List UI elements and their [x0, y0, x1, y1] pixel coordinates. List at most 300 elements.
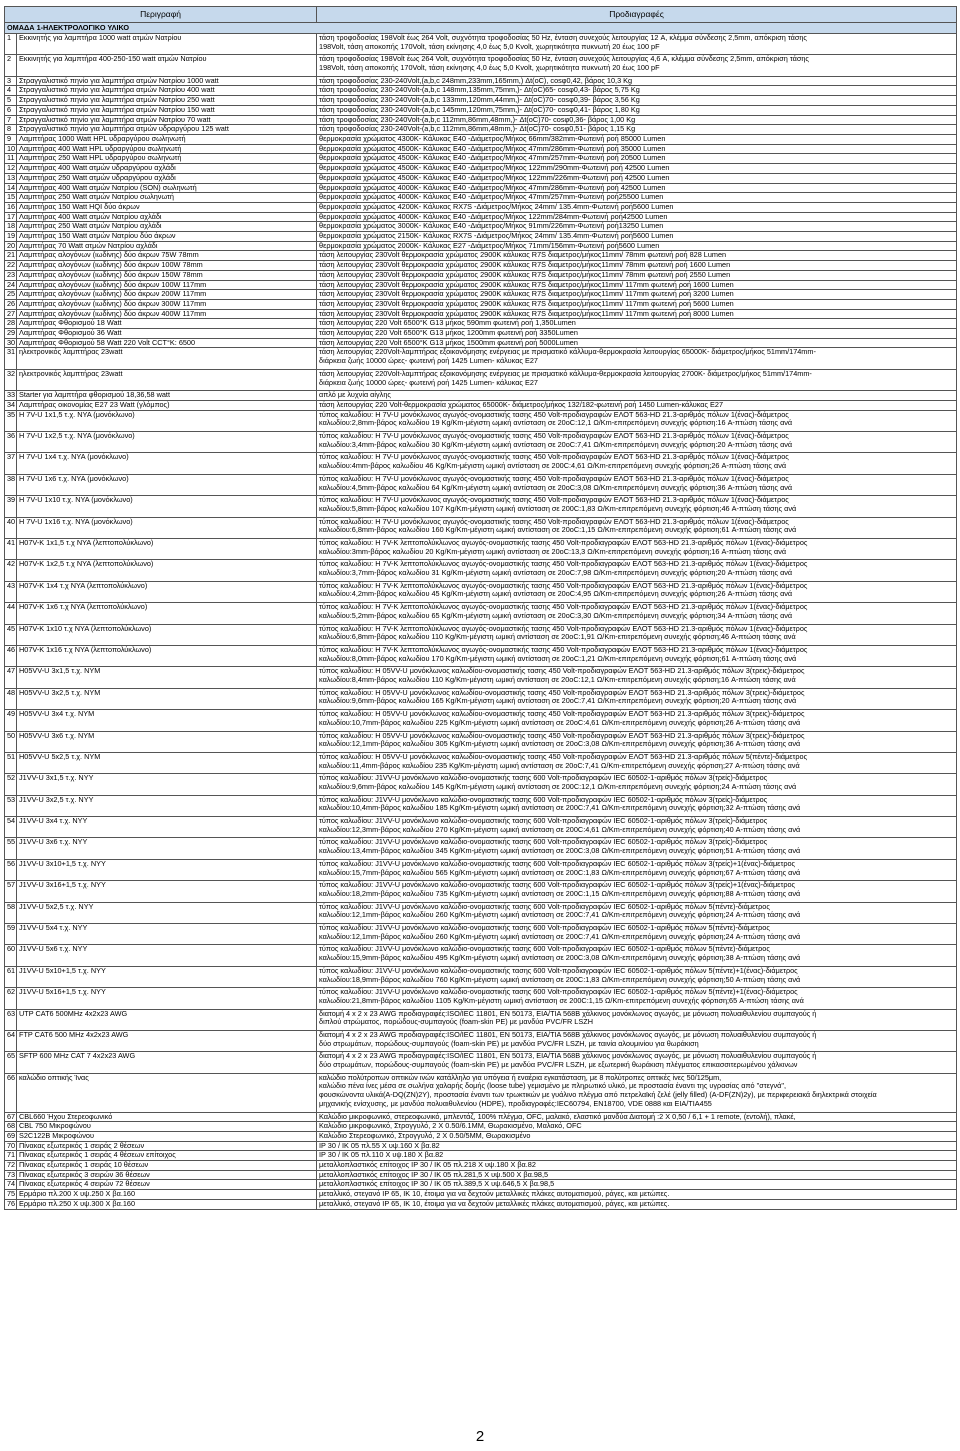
row-number: 6 [5, 105, 17, 115]
row-number: 19 [5, 232, 17, 242]
row-description: J1VV-U 5x10+1,5 τ.χ. NYY [17, 966, 317, 987]
row-specification [317, 1190, 957, 1200]
row-number: 69 [5, 1131, 17, 1141]
table-row [5, 453, 957, 474]
spec-line: καλωδίου:3,4mm-βάρος καλωδίου 30 Kg/Km-μέγιστη ωμική αντίσταση σε 20oC:7,41 Ω/Km-επιτρεπόμενη συνεχής φόρτιση:20 A-πτώση τάσης ανά [319, 439, 793, 449]
row-number: 56 [5, 859, 17, 880]
row-number: 12 [5, 164, 17, 174]
table-row [5, 212, 957, 222]
header-row [5, 7, 957, 23]
row-specification [317, 96, 957, 106]
row-description: J1VV-U 3x6 τ.χ. NYY [17, 838, 317, 859]
spec-line: διπλού στρώματος, πορώδους-συμπαγούς (foam-skin PE) με μανδύα PVC/FR LSZH [319, 1017, 593, 1027]
spec-line: τάση λειτουργίας 220Volt-λαμπτήρας εξοικονόμησης ενέργειας με πρισματικό κάλλυμα-θερμοκρασία λειτουργίας 2700K- διάμετρος/μήκος 51mm/174mm- [319, 369, 812, 378]
row-description: Λαμπτήρας 150 Watt HQI δύο άκρων [17, 202, 317, 212]
row-specification [317, 1199, 957, 1209]
row-description: S2C122B Μικροφώνου [17, 1131, 317, 1141]
spec-line: τύπος καλωδίου: H 7V-U μονόκλωνος αγωγός-ονομαστικής τασης 450 Volt-προδιαγραφών ΕΛΟΤ 563-HD 21.3-αριθμός πόλων 1(ένας)-διάμετρος [319, 452, 789, 462]
table-row [5, 125, 957, 135]
spec-line: 198Volt, τάση αποκοπής 170Volt, τάση εκίνησης 4,0 έως 5,0 Kvolt, χωρητικότητα πυκνωτή 20 έως 100 pF [319, 63, 660, 73]
row-specification [317, 34, 957, 55]
row-description: Λαμπτήρας αλογόνων (ιωδίνης) δύο άκρων 400W 117mm [17, 309, 317, 319]
spec-line: IP 30 / IK 05 πλ.110 X υψ.180 X βα.82 [319, 1150, 444, 1160]
row-number: 76 [5, 1199, 17, 1209]
row-description: Λαμπτήρας αλογόνων (ιωδίνης) δύο άκρων 300W 117mm [17, 299, 317, 309]
table-row [5, 299, 957, 309]
table-row [5, 1161, 957, 1171]
row-description: Λαμπτήρας αλογόνων (ιωδίνης) δύο άκρων 150W 78mm [17, 270, 317, 280]
row-number: 43 [5, 581, 17, 602]
row-number: 48 [5, 688, 17, 709]
row-number: 72 [5, 1161, 17, 1171]
spec-line: τύπος καλωδίου: H 05VV-U μονόκλωνος καλωδίου-ονομαστικής τασης 450 Volt-προδιαγραφών ΕΛΟΤ 563-HD 21.3-αριθμός πόλων 3(τρεις)-διάμετρος [319, 709, 805, 719]
row-number: 27 [5, 309, 17, 319]
row-specification [317, 280, 957, 290]
row-specification [317, 261, 957, 271]
spec-line: τύπος καλωδίου: H 7V-K λεπτοπολύκλωνος αγωγός-ονομαστικής τασης 450 Volt-προδιαγραφών ΕΛΟΤ 563-HD 21.3-αριθμός πόλων 1(ένας)-διάμετρος [319, 624, 808, 633]
spec-line: τάση τροφοδοσίας 230-240Volt-(a,b,c 112mm,86mm,48mm,)- Δt(oC)70- cosφ0,36- βάρος 1,00 Kg [319, 115, 636, 124]
table-row [5, 241, 957, 251]
row-number: 23 [5, 270, 17, 280]
row-specification [317, 432, 957, 453]
table-row [5, 232, 957, 242]
row-specification [317, 144, 957, 154]
row-description: ηλεκτρονικός λαμπτήρας 23watt [17, 348, 317, 369]
spec-line: τάση λειτουργίας 230Volt θερμοκρασία χρώματος 2900K κάλυκας R7S διαμετρος/μήκος11mm/ 78mm φωτεινή ροή 2550 Lumen [319, 270, 731, 279]
row-specification [317, 125, 957, 135]
spec-line: τάση λειτουργίας 230Volt θερμοκρασία χρώματος 2900K κάλυκας R7S διαμετρος/μήκος11mm/ 78mm φωτεινή ροή 1600 Lumen [319, 260, 731, 270]
row-description: Λαμπτήρας 400 Watt ατμών Νατρίου (SON) σωληνωτή [17, 183, 317, 193]
row-number: 9 [5, 135, 17, 145]
spec-line: τάση τροφοδοσίας 230-240Volt-(a,b,c 133mm,120mm,44mm,)- Δt(oC)70- cosφ0,39- βάρος 3,56 Kg [319, 95, 640, 105]
spec-line: τύπος καλωδίου: H 05VV-U μονόκλωνος καλωδίου-ονομαστικής τασης 450 Volt-προδιαγραφών ΕΛΟΤ 563-HD 21.3-αριθμός πόλων 3(τρεις)-διάμετρος [319, 731, 805, 740]
row-number: 67 [5, 1112, 17, 1122]
table-row [5, 319, 957, 329]
table-row [5, 902, 957, 923]
table-row [5, 688, 957, 709]
spec-line: καλωδίου:3mm-βάρος καλωδίου 20 Kg/Km-μέγιστη ωμική αντίσταση σε 20oC:13,3 Ω/Km-επιτρεπόμενη συνεχής φόρτιση;16 A-πτώση τάσης ανά [319, 546, 787, 556]
row-number: 62 [5, 988, 17, 1009]
table-row [5, 34, 957, 55]
row-description: CBL 750 Μικροφώνου [17, 1122, 317, 1132]
row-number: 3 [5, 76, 17, 86]
table-row [5, 261, 957, 271]
spec-line: τύπος καλωδίου: J1VV-U μονόκλωνο καλώδιο-ονομαστικής τασης 600 Volt-προδιαγραφών IEC 60502-1-αριθμός πόλων 5(πέντε)+1(ένας)-διάμετρος [319, 966, 798, 975]
spec-line: τύπος καλωδίου: H 7V-U μονόκλωνος αγωγός-ονομαστικής τασης 450 Volt-προδιαγραφών ΕΛΟΤ 563-HD 21.3-αριθμός πόλων 1(ένας)-διάμετρος [319, 517, 789, 526]
table-body [5, 34, 957, 1210]
row-description: Λαμπτήρας 1000 Watt HPL υδραργύρου σωληνωτή [17, 135, 317, 145]
row-description: Η 7V-U 1x1,5 τ.χ. NYA (μονόκλωνο) [17, 410, 317, 431]
table-row [5, 817, 957, 838]
row-number: 70 [5, 1141, 17, 1151]
row-number: 24 [5, 280, 17, 290]
row-number: 35 [5, 410, 17, 431]
row-number: 22 [5, 261, 17, 271]
spec-line: 198Volt, τάση αποκοπής 170Volt, τάση εκίνησης 4,0 έως 5,0 Kvolt, χωρητικότητα πυκνωτή 20 έως 100 pF [319, 41, 660, 51]
row-specification [317, 1122, 957, 1132]
spec-line: διάρκεια ζωής 10000 ώρες- φωτεινή ροή 1425 Lumen- κάλυκας E27 [319, 377, 538, 387]
spec-line: καλώδιο πένα ίνες μέσα σε σωλήνα χαλαρής δομής (loose tube) γεμισμένο με πληρωτικό υλικό, με προστασία έναντι της υγρασίας από "στεγνά", [319, 1081, 786, 1091]
table-row [5, 144, 957, 154]
row-description: J1VV-U 3x2,5 τ.χ. NYY [17, 795, 317, 816]
row-description: Ερμάριο πλ.200 X υψ.250 X βα.160 [17, 1190, 317, 1200]
spec-line: μηχανικής ενίσχυσης, με μανδύα πολυαιθυλενίου (HDPE), προδιαγραφές:IEC60794, EN18700, VDE 0888 και EIA/TIA455 [319, 1098, 712, 1108]
spec-line: καλωδίου:5,8mm-βάρος καλωδίου 107 Kg/Km-μέγιστη ωμική αντίσταση σε 200C:1,83 Ω/Km-επιτρεπόμενη συνεχής φόρτιση;46 A-πτώση τάσης ανά [319, 503, 797, 513]
row-number: 37 [5, 453, 17, 474]
table-row [5, 1030, 957, 1051]
table-row [5, 966, 957, 987]
table-row [5, 193, 957, 203]
spec-line: θερμοκρασία χρώματος 4500K- Κάλυκας E40 -Διάμετρος/Μήκος 47mm/257mm-Φωτεινή ροή 20500 Lumen [319, 153, 666, 163]
row-description: Η 7V-U 1x2,5 τ.χ. NYA (μονόκλωνο) [17, 432, 317, 453]
spec-line: μεταλλικό, στεγανό IP 65, IK 10, έτοιμα για να δεχτούν μεταλλικές πλάκες αυτοματισμού, ράγες, και μετώπες. [319, 1189, 670, 1199]
spec-line: θερμοκρασία χρώματος 4300K- Κάλυκας E40 -Διάμετρος/Μήκος 66mm/382mm-Φωτεινή ροή 85000 Lumen [319, 134, 666, 143]
row-number: 26 [5, 299, 17, 309]
spec-line: καλωδίου:13,4mm-βάρος καλωδίου 345 Kg/Km-μέγιστη ωμική αντίσταση σε 200C:3,08 Ω/Km-επιτρεπόμενη συνεχής φόρτιση;51 A-πτώση τάσης ανά [319, 846, 801, 856]
table-row [5, 391, 957, 401]
row-specification [317, 988, 957, 1009]
row-number: 33 [5, 391, 17, 401]
table-row [5, 251, 957, 261]
spec-line: καλωδίου:6,8mm-βάρος καλωδίου 110 Kg/Km-μέγιστη ωμική αντίσταση σε 20oC:1,91 Ω/Km-επιτρεπόμενη συνεχής φόρτιση;46 A-πτώση τάσης ανά [319, 632, 796, 642]
table-row [5, 924, 957, 945]
row-specification [317, 517, 957, 538]
row-number: 38 [5, 474, 17, 495]
row-specification [317, 183, 957, 193]
row-specification [317, 859, 957, 880]
spec-line: θερμοκρασία χρώματος 4500K- Κάλυκας E40 -Διάμετρος/Μήκος 122mm/226mm-Φωτεινή ροή 42500 Lumen [319, 173, 670, 182]
spec-line: θερμοκρασία χρώματος 3000K- Κάλυκας E40 -Διάμετρος/Μήκος 91mm/226mm-Φωτεινή ροή13250 Lumen [319, 221, 664, 231]
row-specification [317, 624, 957, 645]
spec-line: τύπος καλωδίου: J1VV-U μονόκλωνο καλώδιο-ονομαστικής τασης 600 Volt-προδιαγραφών IEC 60502-1-αριθμός πόλων 3(τρείς)-διάμετρος [319, 773, 768, 783]
row-number: 16 [5, 202, 17, 212]
row-description: J1VV-U 5x4 τ.χ. NYY [17, 924, 317, 945]
row-specification [317, 1112, 957, 1122]
row-specification [317, 688, 957, 709]
spec-line: τύπος καλωδίου: H 7V-U μονόκλωνος αγωγός-ονομαστικής τασης 450 Volt-προδιαγραφών ΕΛΟΤ 563-HD 21.3-αριθμός πόλων 1(ένας)-διάμετρος [319, 431, 789, 441]
spec-line: καλωδίου:12,1mm-βάρος καλωδίου 260 Kg/Km-μέγιστη ωμική αντίσταση σε 200C:7,41 Ω/Km-επιτρεπόμενη συνεχής φόρτιση;24 A-πτώση τάσης ανά [319, 931, 801, 941]
spec-line: καλώδιο πολύτροπων οπτικών ινών κατάλληλο για υπόγεια ή εναέρια εγκατάσταση, με 8 πολύτροπες οπτικές ίνες 50/125μm, [319, 1073, 722, 1082]
row-specification [317, 222, 957, 232]
row-description: J1VV-U 5x6 τ.χ. NYY [17, 945, 317, 966]
row-specification [317, 881, 957, 902]
spec-line: τύπος καλωδίου: H 7V-U μονόκλωνος αγωγός-ονομαστικής τασης 450 Volt-προδιαγραφών ΕΛΟΤ 563-HD 21.3-αριθμός πόλων 1(ένας)-διάμετρος [319, 410, 789, 419]
row-specification [317, 212, 957, 222]
spec-line: μεταλλικό, στεγανό IP 65, IK 10, έτοιμα για να δεχτούν μεταλλικές πλάκες αυτοματισμού, ράγες, και μετώπες. [319, 1199, 670, 1208]
spec-line: τάση λειτουργίας 220Volt-λαμπτήρας εξοικονόμησης ενέργειας με πρισματικό κάλλυμα-θερμοκρασία λειτουργίας 65000K- διάμετρος/μήκος 51mm/174mm- [319, 347, 816, 357]
row-description: Στραγγαλιστικό πηνίο για λαμπτήρα ατμών υδραργύρου 125 watt [17, 125, 317, 135]
row-number: 5 [5, 96, 17, 106]
row-number: 18 [5, 222, 17, 232]
row-description: Λαμπτήρας αλογόνων (ιωδίνης) δύο άκρων 200W 117mm [17, 290, 317, 300]
row-description: H07V-K 1x2,5 τ.χ NYA (λεπτοπολύκλωνο) [17, 560, 317, 581]
row-description: H05VV-U 3x2,5 τ.χ. NYM [17, 688, 317, 709]
row-number: 47 [5, 667, 17, 688]
table-row [5, 752, 957, 773]
row-number: 20 [5, 241, 17, 251]
table-row [5, 154, 957, 164]
row-number: 63 [5, 1009, 17, 1030]
row-number: 41 [5, 539, 17, 560]
row-number: 68 [5, 1122, 17, 1132]
table-row [5, 560, 957, 581]
row-description: Λαμπτήρας 150 Watt ατμών Νατρίου δύο άκρων [17, 232, 317, 242]
row-number: 10 [5, 144, 17, 154]
table-row [5, 338, 957, 348]
row-description: Λαμπτήρας αλογόνων (ιωδίνης) δύο άκρων 100W 78mm [17, 261, 317, 271]
table-row [5, 290, 957, 300]
table-row [5, 624, 957, 645]
spec-line: διάρκεια ζωής 10000 ώρες- φωτεινή ροή 1425 Lumen- κάλυκας E27 [319, 356, 538, 366]
row-specification [317, 86, 957, 96]
table-row [5, 581, 957, 602]
row-specification [317, 645, 957, 666]
row-number: 75 [5, 1190, 17, 1200]
row-number: 66 [5, 1073, 17, 1112]
row-number: 58 [5, 902, 17, 923]
row-number: 17 [5, 212, 17, 222]
spec-line: τάση λειτουργίας 230Volt θερμοκρασία χρώματος 2900K κάλυκας R7S διαμετρος/μήκος11mm/ 78mm φωτεινή ροή 828 Lumen [319, 250, 727, 260]
header-description: Περιγραφή [5, 7, 317, 23]
row-number: 15 [5, 193, 17, 203]
row-description: H05VV-U 3x6 τ.χ. NYM [17, 731, 317, 752]
spec-line: καλωδίου:8,0mm-βάρος καλωδίου 170 Kg/Km-μέγιστη ωμική αντίσταση σε 20oC:1,21 Ω/Km-επιτρεπόμενη συνεχής φόρτιση;61 A-πτώση τάσης ανά [319, 653, 797, 663]
row-specification [317, 154, 957, 164]
spec-line: τάση λειτουργίας 220 Volt 6500°K G13 μήκος 1500mm φωτεινή ροή 5000Lumen [319, 338, 578, 347]
table-row [5, 881, 957, 902]
spec-line: τύπος καλωδίου: J1VV-U μονόκλωνο καλώδιο-ονομαστικής τασης 600 Volt-προδιαγραφών IEC 60502-1-αριθμός πόλων 5(πέντε)-διάμετρος [319, 944, 770, 954]
row-description: H05VV-U 3x4 τ.χ. NYM [17, 710, 317, 731]
row-description: Λαμπτήρας 400 Watt ατμών Νατρίου αχλάδι [17, 212, 317, 222]
row-specification [317, 838, 957, 859]
table-row [5, 1009, 957, 1030]
row-description: Η 7V-U 1x16 τ.χ. NYA (μονόκλωνο) [17, 517, 317, 538]
spec-line: καλωδίου:10,4mm-βάρος καλωδίου 185 Kg/Km-μέγιστη ωμική αντίσταση σε 200C:7,41 Ω/Km-επιτρεπόμενη συνεχής φόρτιση;32 A-πτώση τάσης ανά [319, 803, 801, 813]
row-number: 44 [5, 603, 17, 624]
spec-line: καλωδίου:12,1mm-βάρος καλωδίου 260 Kg/Km-μέγιστη ωμική αντίσταση σε 200C:7,41 Ω/Km-επιτρεπόμενη συνεχής φόρτιση;24 A-πτώση τάσης ανά [319, 910, 801, 920]
row-specification [317, 496, 957, 517]
row-description: UTP CAT6 500MHz 4x2x23 AWG [17, 1009, 317, 1030]
spec-line: διατομή 4 x 2 x 23 AWG προδιαγραφές:ISO/IEC 11801, EN 50173, EIA/TIA 568B χάλκινος μονόκλωνος αγωγός, με μόνωση πολυαιθυλενίου συμπαγούς ή [319, 1009, 817, 1018]
row-specification [317, 1009, 957, 1030]
spec-line: τύπος καλωδίου: J1VV-U μονόκλωνο καλώδιο-ονομαστικής τασης 600 Volt-προδιαγραφών IEC 60502-1-αριθμός πόλων 5(πέντε)-διάμετρος [319, 923, 770, 933]
spec-line: καλωδίου:4,2mm-βάρος καλωδίου 45 Kg/Km-μέγιστη ωμική αντίσταση σε 20oC:4,95 Ω/Km-επιτρεπόμενη συνεχής φόρτιση;26 A-πτώση τάσης ανά [319, 589, 793, 599]
row-description: Στραγγαλιστικό πηνίο για λαμπτήρα ατμών Νατρίου 150 watt [17, 105, 317, 115]
spec-line: διατομή 4 x 2 x 23 AWG προδιαγραφές:ISO/IEC 11801, EN 50173, EIA/TIA 568B χάλκινος μονόκλωνος αγωγός, με μόνωση πολυαιθυλενίου συμπαγούς ή [319, 1030, 817, 1039]
row-number: 21 [5, 251, 17, 261]
table-row [5, 945, 957, 966]
spec-line: τύπος καλωδίου: H 7V-K λεπτοπολύκλωνος αγωγός-ονομαστικής τασης 450 Volt-προδιαγραφών ΕΛΟΤ 563-HD 21.3-αριθμός πόλων 1(ένας)-διάμετρος [319, 602, 808, 612]
table-row [5, 1141, 957, 1151]
row-specification [317, 924, 957, 945]
spec-line: θερμοκρασία χρώματος 4200K- Κάλυκας RX7S -Διάμετρος/Μήκος 24mm/ 135.4mm-Φωτεινή ροή5600 Lumen [319, 202, 674, 211]
table-row [5, 55, 957, 76]
spec-line: καλωδίου:12,1mm-βάρος καλωδίου 305 Kg/Km-μέγιστη ωμική αντίσταση σε 20oC:3,08 Ω/Km-επιτρεπόμενη συνεχής φόρτιση;36 A-πτώση τάσης ανά [319, 739, 801, 749]
spec-line: τάση τροφοδοσίας 230-240Volt-(a,b,c 145mm,120mm,75mm,)- Δt(oC)70- cosφ0,41- βάρος 1,80 Kg [319, 105, 640, 114]
row-number: 14 [5, 183, 17, 193]
spec-line: τύπος καλωδίου: J1VV-U μονόκλωνο καλώδιο-ονομαστικής τασης 600 Volt-προδιαγραφών IEC 60502-1-αριθμός πόλων 3(τρείς)-διάμετρος [319, 837, 768, 847]
row-number: 34 [5, 400, 17, 410]
row-description: J1VV-U 3x1,5 τ.χ. NYY [17, 774, 317, 795]
group-row [5, 23, 957, 34]
spec-line: καλωδίου:8,4mm-βάρος καλωδίου 110 Kg/Km-μέγιστη ωμική αντίσταση σε 20oC:12,1 Ω/Km-επιτρεπόμενη συνεχής φόρτιση;16 A-πτώση τάσης ανά [319, 675, 796, 685]
row-number: 54 [5, 817, 17, 838]
row-description: H07V-K 1x1,5 τ.χ NYA (λεπτοπολύκλωνο) [17, 539, 317, 560]
table-row [5, 539, 957, 560]
table-row [5, 135, 957, 145]
row-number: 28 [5, 319, 17, 329]
row-number: 1 [5, 34, 17, 55]
row-specification [317, 581, 957, 602]
row-number: 74 [5, 1180, 17, 1190]
table-row [5, 76, 957, 86]
row-description: Στραγγαλιστικό πηνίο για λαμπτήρα ατμών Νατρίου 400 watt [17, 86, 317, 96]
row-specification [317, 539, 957, 560]
row-number: 8 [5, 125, 17, 135]
spec-line: τύπος καλωδίου: J1VV-U μονόκλωνο καλώδιο-ονομαστικής τασης 600 Volt-προδιαγραφών IEC 60502-1-αριθμός πόλων 5(πέντε)+1(ένας)-διάμετρος [319, 987, 798, 997]
table-row [5, 1180, 957, 1190]
row-specification [317, 1141, 957, 1151]
row-specification [317, 76, 957, 86]
spec-line: τύπος καλωδίου: H 7V-K λεπτοπολύκλωνος αγωγός-ονομαστικής τασης 450 Volt-προδιαγραφών ΕΛΟΤ 563-HD 21.3-αριθμός πόλων 1(ένας)-διάμετρος [319, 538, 808, 547]
row-number: 39 [5, 496, 17, 517]
row-number: 46 [5, 645, 17, 666]
spec-line: καλωδίου:15,9mm-βάρος καλωδίου 495 Kg/Km-μέγιστη ωμική αντίσταση σε 200C:3,08 Ω/Km-επιτρεπόμενη συνεχής φόρτιση;38 A-πτώση τάσης ανά [319, 953, 801, 963]
spec-line: τύπος καλωδίου: J1VV-U μονόκλωνο καλώδιο-ονομαστικής τασης 600 Volt-προδιαγραφών IEC 60502-1-αριθμός πόλων 3(τρείς)-διάμετρος [319, 816, 768, 826]
row-description: H07V-K 1x10 τ.χ NYA (λεπτοπολύκλωνο) [17, 624, 317, 645]
row-number: 29 [5, 329, 17, 339]
row-specification [317, 731, 957, 752]
table-row [5, 309, 957, 319]
table-row [5, 1073, 957, 1112]
spec-line: τάση λειτουργίας 220 Volt 6500°K G13 μήκος 1200mm φωτεινή ροή 3350Lumen [319, 328, 578, 338]
table-row [5, 1151, 957, 1161]
spec-line: τάση λειτουργίας 230Volt θερμοκρασία χρώματος 2900K κάλυκας R7S διαμετρος/μήκος11mm/ 117mm φωτεινή ροή 1600 Lumen [319, 280, 734, 289]
row-specification [317, 173, 957, 183]
row-description: H07V-K 1x4 τ.χ NYA (λεπτοπολύκλωνο) [17, 581, 317, 602]
spec-line: καλωδίου:4mm-βάρος καλωδίου 46 Kg/Km-μέγιστη ωμική αντίσταση σε 200C:4,61 Ω/Km-επιτρεπόμενη συνεχής φόρτιση;26 A-πτώση τάσης ανά [319, 461, 787, 471]
spec-line: τύπος καλωδίου: H 7V-K λεπτοπολύκλωνος αγωγός-ονομαστικής τασης 450 Volt-προδιαγραφών ΕΛΟΤ 563-HD 21.3-αριθμός πόλων 1(ένας)-διάμετρος [319, 559, 808, 569]
row-specification [317, 560, 957, 581]
row-specification [317, 410, 957, 431]
spec-line: τύπος καλωδίου: H 7V-K λεπτοπολύκλωνος αγωγός-ονομαστικής τασης 450 Volt-προδιαγραφών ΕΛΟΤ 563-HD 21.3-αριθμός πόλων 1(ένας)-διάμετρος [319, 645, 808, 654]
row-specification [317, 710, 957, 731]
table-row [5, 164, 957, 174]
table-row [5, 645, 957, 666]
row-number: 73 [5, 1170, 17, 1180]
row-specification [317, 474, 957, 495]
row-number: 53 [5, 795, 17, 816]
table-row [5, 859, 957, 880]
row-description: J1VV-U 5x2,5 τ.χ. NYY [17, 902, 317, 923]
spec-line: τάση λειτουργίας 230Volt θερμοκρασία χρώματος 2900K κάλυκας R7S διαμετρος/μήκος11mm/ 117mm φωτεινή ροή 3200 Lumen [319, 289, 734, 299]
row-description: Starter για λαμπτήρα φθορισμού 18,36,58 watt [17, 391, 317, 401]
spec-line: καλωδίου:6,8mm-βάρος καλωδίου 160 Kg/Km-μέγιστη ωμική αντίσταση σε 20oC:1,15 Ω/Km-επιτρεπόμενη συνεχής φόρτιση;61 A-πτώση τάσης ανά [319, 525, 797, 535]
row-description: Λαμπτήρας 70 Watt ατμών Νατρίου αχλάδι [17, 241, 317, 251]
spec-line: καλωδίου:4,5mm-βάρος καλωδίου 64 Kg/Km-μέγιστη ωμική αντίσταση σε 20oC:3,08 Ω/Km-επιτρεπόμενη συνεχής φόρτιση;36 A-πτώση τάσης ανά [319, 482, 793, 492]
spec-line: τύπος καλωδίου: H 7V-U μονόκλωνος αγωγός-ονομαστικής τασης 450 Volt-προδιαγραφών ΕΛΟΤ 563-HD 21.3-αριθμός πόλων 1(ένας)-διάμετρος [319, 474, 789, 483]
spec-line: καλωδίου:15,7mm-βάρος καλωδίου 565 Kg/Km-μέγιστη ωμική αντίσταση σε 200C:1,83 Ω/Km-επιτρεπόμενη συνεχής φόρτιση;67 A-πτώση τάσης ανά [319, 867, 801, 877]
row-description: Λαμπτήρας 250 Watt ατμών Νατρίου σωληνωτή [17, 193, 317, 203]
table-row [5, 795, 957, 816]
spec-line: διατομή 4 x 2 x 23 AWG προδιαγραφές:ISO/IEC 11801, EN 50173, EIA/TIA 568B χάλκινος μονόκλωνος αγωγός, με μόνωση πολυαιθυλενίου συμπαγούς ή [319, 1051, 817, 1061]
spec-line: θερμοκρασία χρώματος 2150K- Κάλυκας RX7S -Διάμετρος/Μήκος 24mm/ 135.4mm-Φωτεινή ροή5600 Lumen [319, 231, 674, 241]
spec-line: απλό με λυχνία αίγλης [319, 390, 391, 400]
table-row [5, 1131, 957, 1141]
spec-line: θερμοκρασία χρώματος 4500K- Κάλυκας E40 -Διάμετρος/Μήκος 122mm/290mm-Φωτεινή ροή 42500 Lumen [319, 163, 670, 173]
spec-line: τάση λειτουργίας 220 Volt-θερμοκρασία χρώματος 65000K- διάμετρος/μήκος 132/182-φωτεινή ροή 1450 Lumen-κάλυκας E27 [319, 400, 724, 409]
row-specification [317, 319, 957, 329]
spec-line: καλωδίου:10,7mm-βάρος καλωδίου 225 Kg/Km-μέγιστη ωμική αντίσταση σε 20oC:4,61 Ω/Km-επιτρεπόμενη συνεχής φόρτιση;26 A-πτώση τάσης ανά [319, 717, 801, 727]
table-row [5, 410, 957, 431]
row-description: Στραγγαλιστικό πηνίο για λαμπτήρα ατμών Νατρίου 70 watt [17, 115, 317, 125]
row-specification [317, 270, 957, 280]
row-description: Λαμπτήρας 250 Watt ατμών Νατρίου αχλάδι [17, 222, 317, 232]
spec-line: μεταλλοπλαστικός επίτοιχος IP 30 / IK 05 πλ.218 X υψ.180 X βα.82 [319, 1160, 536, 1170]
row-specification [317, 667, 957, 688]
spec-line: IP 30 / IK 05 πλ.55 X υψ.160 X βα.82 [319, 1141, 440, 1150]
spec-line: καλωδίου:3,7mm-βάρος καλωδίου 31 Kg/Km-μέγιστη ωμική αντίσταση σε 20oC:7,98 Ω/Km-επιτρεπόμενη συνεχής φόρτιση;20 A-πτώση τάσης ανά [319, 568, 793, 578]
row-description: Εκκινητής για λαμπτήρα 1000 watt ατμών Νατρίου [17, 34, 317, 55]
spec-line: τύπος καλωδίου: H 05VV-U μονόκλωνος καλωδίου-ονομαστικής τασης 450 Volt-προδιαγραφών ΕΛΟΤ 563-HD 21.3-αριθμός πόλων 5(πέντε)-διάμετρος [319, 752, 808, 761]
table-row [5, 348, 957, 369]
row-number: 71 [5, 1151, 17, 1161]
row-description: Πίνακας εξωτερικός 1 σειράς 4 θέσεων επίτοιχος [17, 1151, 317, 1161]
table-row [5, 183, 957, 193]
spec-line: καλωδίου:18,9mm-βάρος καλωδίου 760 Kg/Km-μέγιστη ωμική αντίσταση σε 200C:1,83 Ω/Km-επιτρεπόμενη συνεχής φόρτιση;50 A-πτώση τάσης ανά [319, 974, 801, 984]
row-description: Στραγγαλιστικό πηνίο για λαμπτήρα ατμών Νατρίου 1000 watt [17, 76, 317, 86]
row-specification [317, 232, 957, 242]
row-specification [317, 1052, 957, 1073]
row-description: καλώδιο οπτικής Ίνας [17, 1073, 317, 1112]
spec-line: καλωδίου:2,8mm-βάρος καλωδίου 19 Kg/Km-μέγιστη ωμική αντίσταση σε 20oC:12,1 Ω/Km-επιτρεπόμενη συνεχής φόρτιση:16 A-πτώση τάσης ανά [319, 418, 793, 428]
spec-line: τάση τροφοδοσίας 230-240Volt-(a,b,c 112mm,86mm,48mm,)- Δt(oC)70- cosφ0,51- βάρος 1,15 Kg [319, 124, 636, 134]
row-specification [317, 290, 957, 300]
spec-line: τύπος καλωδίου: H 7V-K λεπτοπολύκλωνος αγωγός-ονομαστικής τασης 450 Volt-προδιαγραφών ΕΛΟΤ 563-HD 21.3-αριθμός πόλων 1(ένας)-διάμετρος [319, 581, 808, 590]
row-description: H07V-K 1x6 τ.χ NYA (λεπτοπολύκλωνο) [17, 603, 317, 624]
table-row [5, 1190, 957, 1200]
row-number: 25 [5, 290, 17, 300]
spec-line: τύπος καλωδίου: H 05VV-U μονόκλωνος καλωδίου-ονομαστικής τασης 450 Volt-προδιαγραφών ΕΛΟΤ 563-HD 21.3-αριθμός πόλων 3(τρεις)-διάμετρος [319, 688, 805, 697]
row-specification [317, 105, 957, 115]
row-description: Ερμάριο πλ.250 X υψ.300 X βα.160 [17, 1199, 317, 1209]
row-description: J1VV-U 3x4 τ.χ. NYY [17, 817, 317, 838]
spec-line: τάση λειτουργίας 220 Volt 6500°K G13 μήκος 590mm φωτεινή ροή 1,350Lumen [319, 318, 576, 328]
spec-line: τύπος καλωδίου: J1VV-U μονόκλωνο καλώδιο-ονομαστικής τασης 600 Volt-προδιαγραφών IEC 60502-1-αριθμός πόλων 3(τρείς)+1(ένας)-διάμετρος [319, 880, 796, 890]
group-title: ΟΜΑΔΑ 1-ΗΛΕΚΤΡΟΛΟΓΙΚΟ ΥΛΙΚΟ [5, 23, 957, 34]
row-description: J1VV-U 3x16+1,5 τ.χ. NYY [17, 881, 317, 902]
table-row [5, 988, 957, 1009]
row-specification [317, 202, 957, 212]
row-description: J1VV-U 5x16+1,5 τ.χ. NYY [17, 988, 317, 1009]
spec-line: δύο στρωμάτων, πορώδους-συμπαγούς (foam-skin PE) με μανδύα PVC/FR LSZH, με ταινία αλουμινίου για θωράκιση [319, 1038, 699, 1048]
spec-line: φουσκώνοντα υλικά(A-DQ(ZN)2Y), προστασία έναντι των τρωκτικών με γυάλινο πλέγμα από πετρελαϊκή ζελέ (jelly filled) (A-DF(ZN)2y), με περιφερειακά διηλεκτρικά στοιχεία [319, 1090, 877, 1100]
table-row [5, 432, 957, 453]
row-specification [317, 603, 957, 624]
row-number: 31 [5, 348, 17, 369]
row-description: Πίνακας εξωτερικός 4 σειρών 72 θέσεων [17, 1180, 317, 1190]
table-row [5, 115, 957, 125]
row-number: 52 [5, 774, 17, 795]
row-number: 2 [5, 55, 17, 76]
table-row [5, 369, 957, 390]
row-number: 51 [5, 752, 17, 773]
table-row [5, 270, 957, 280]
table-row [5, 710, 957, 731]
spec-line: θερμοκρασία χρώματος 4000K- Κάλυκας E40 -Διάμετρος/Μήκος 122mm/284mm-Φωτεινή ροή42500 Lumen [319, 212, 668, 221]
spec-line: καλωδίου:12,3mm-βάρος καλωδίου 270 Kg/Km-μέγιστη ωμική αντίσταση σε 200C:4,61 Ω/Km-επιτρεπόμενη συνεχής φόρτιση;40 A-πτώση τάσης ανά [319, 824, 801, 834]
spec-line: θερμοκρασία χρώματος 4500K- Κάλυκας E40 -Διάμετρος/Μήκος 47mm/286mm-Φωτεινή ροή 35000 Lumen [319, 144, 666, 153]
